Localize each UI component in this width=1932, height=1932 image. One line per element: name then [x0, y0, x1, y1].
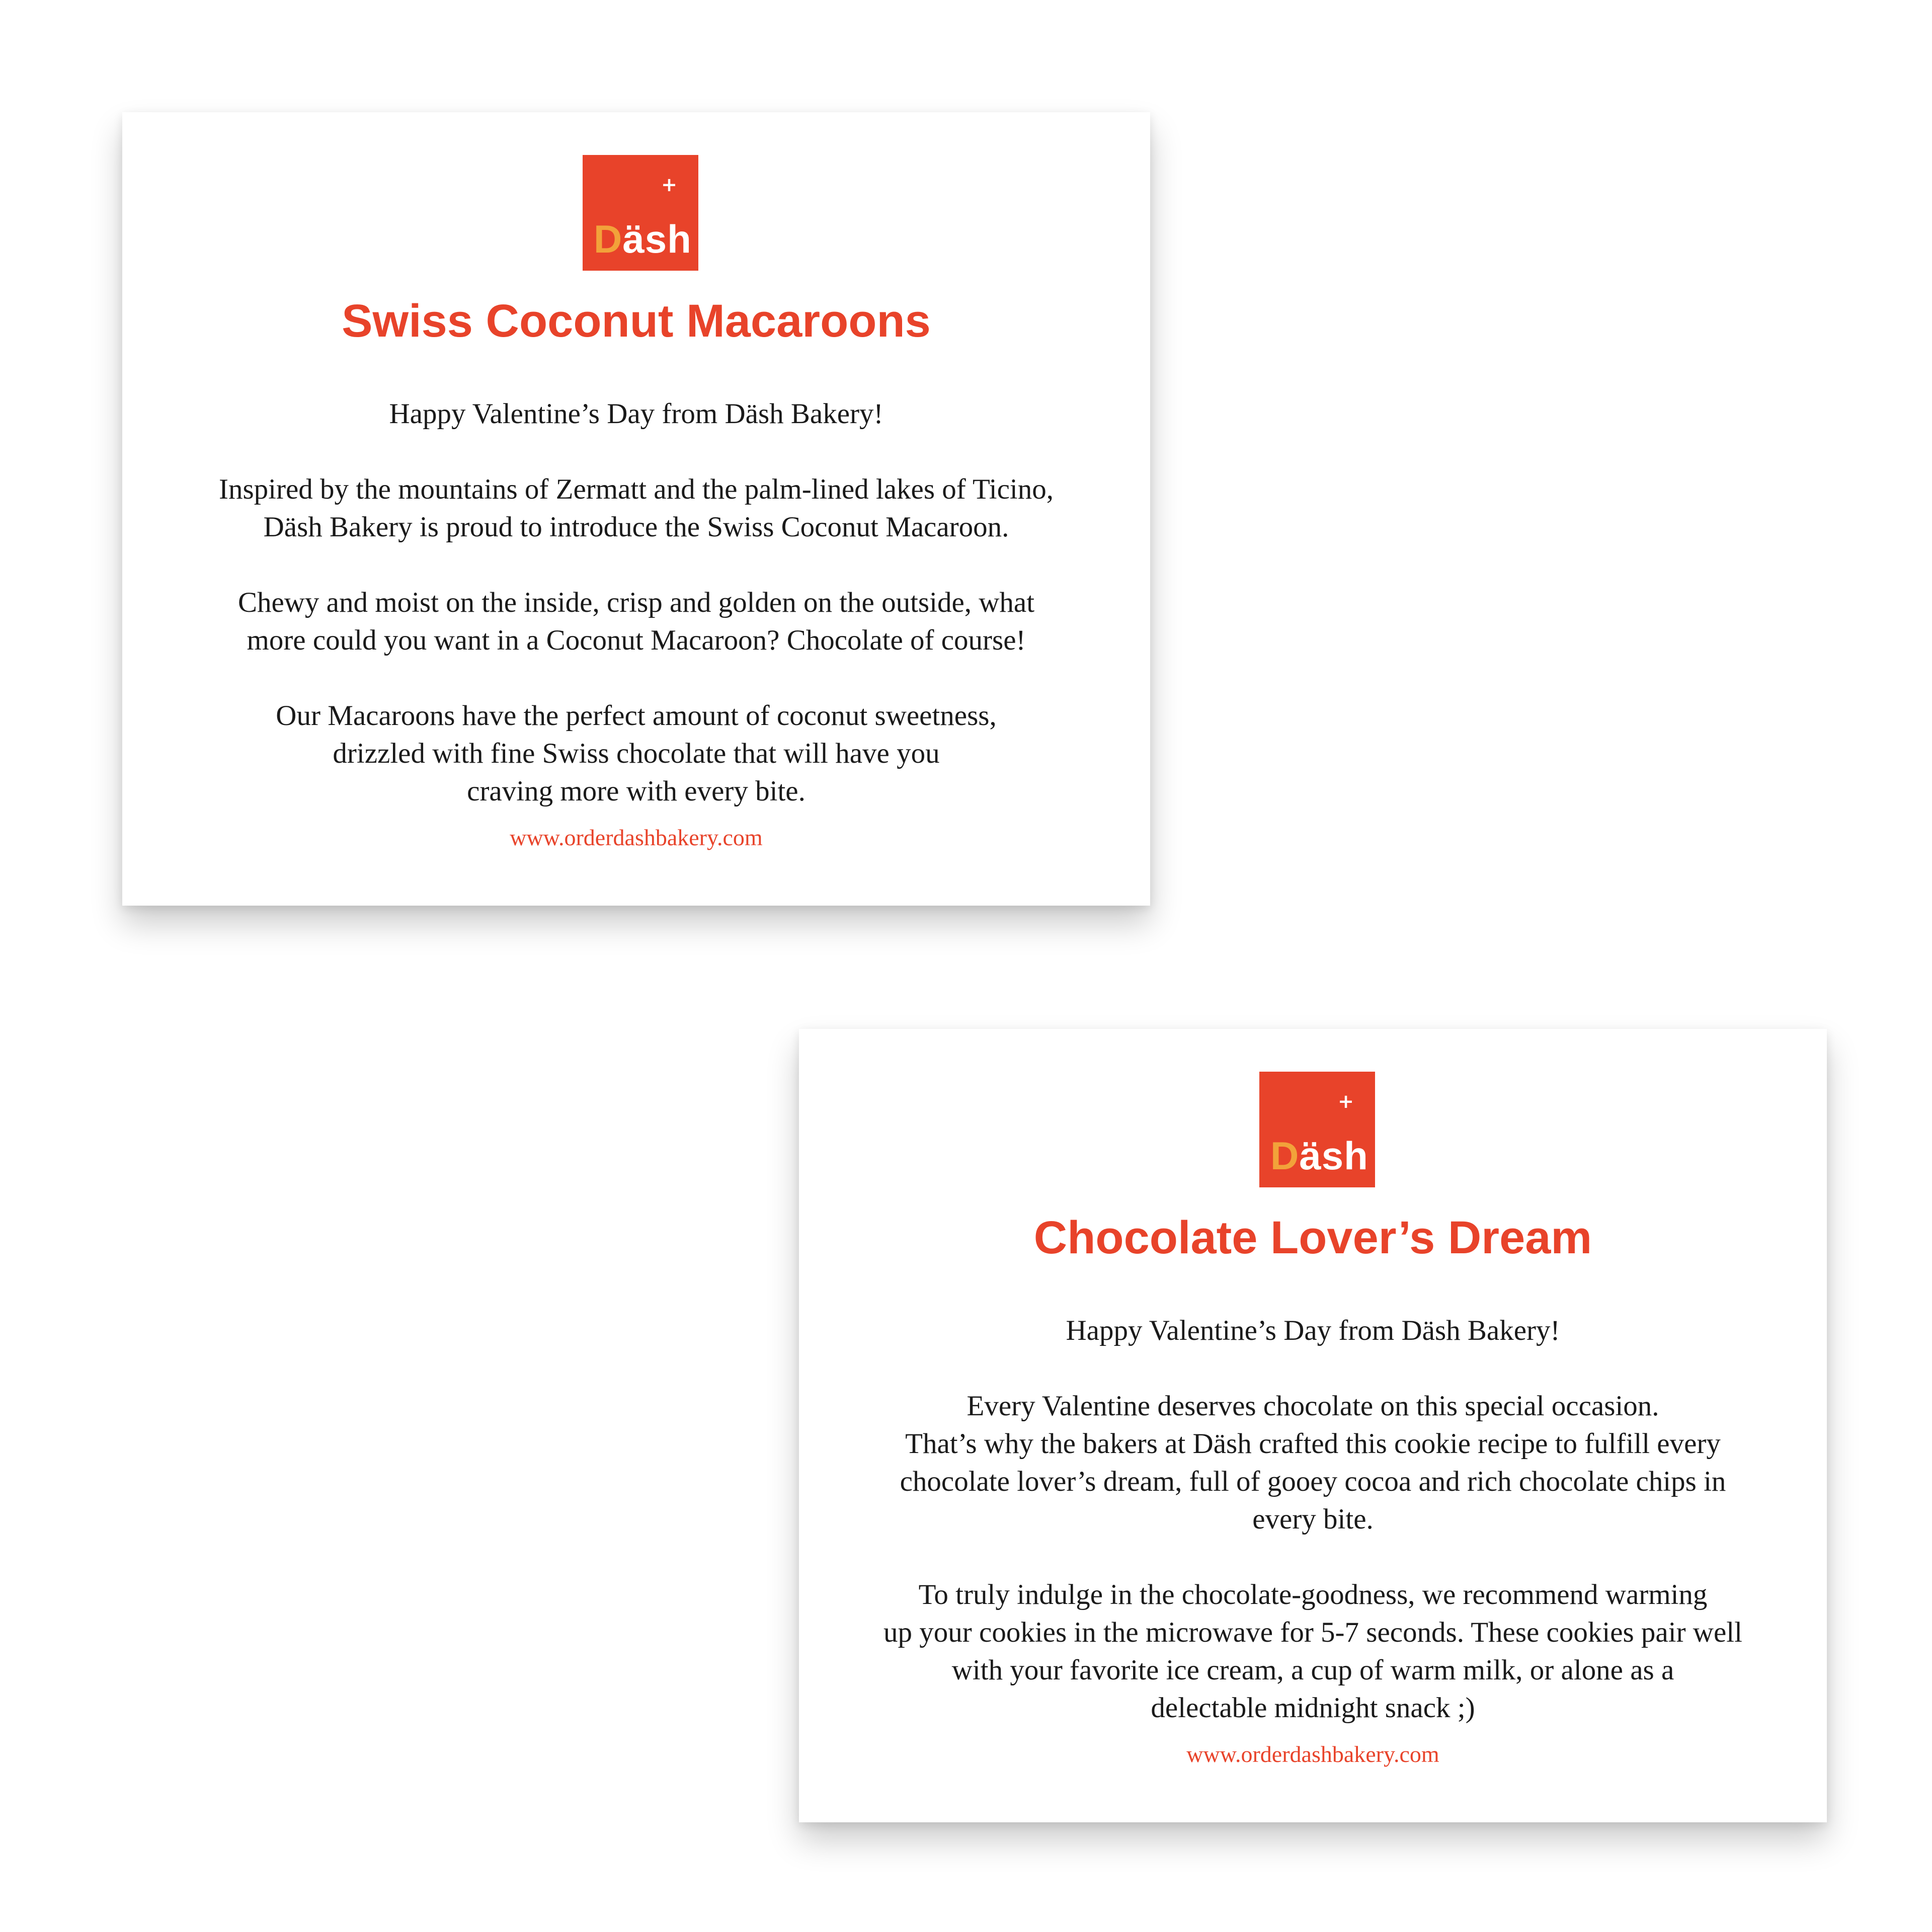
logo-wordmark-rest: äsh — [622, 217, 692, 261]
card-greeting: Happy Valentine’s Day from Däsh Bakery! — [389, 398, 883, 430]
product-card-chocolate-lovers-dream — [799, 1029, 1827, 1822]
card-greeting: Happy Valentine’s Day from Däsh Bakery! — [1066, 1315, 1560, 1346]
logo-wordmark-first-letter: D — [1270, 1134, 1300, 1178]
logo-wordmark — [594, 219, 692, 259]
logo-wordmark-rest: äsh — [1299, 1134, 1369, 1178]
swiss-cross-icon: + — [1338, 1090, 1354, 1112]
card-paragraph: To truly indulge in the chocolate-goodness, we recommend warming up your cookies in the microwave for 5-7 seconds. These cookies pair well with your favorite ice cream, a cup of warm milk, or alone as a delectable midnight snack ;) — [883, 1579, 1742, 1724]
website-link[interactable]: www.orderdashbakery.com — [1186, 1741, 1439, 1767]
logo-wordmark — [1270, 1134, 1369, 1178]
card-title: Swiss Coconut Macaroons — [342, 295, 931, 347]
card-description — [152, 470, 1120, 848]
card-title: Chocolate Lover’s Dream — [1033, 1212, 1592, 1263]
card-paragraph: Inspired by the mountains of Zermatt and the palm-lined lakes of Ticino, Däsh Bakery is proud to introduce the Swiss Coconut Macaroon. — [218, 473, 1054, 543]
website-link[interactable]: www.orderdashbakery.com — [510, 825, 763, 850]
card-description — [829, 1387, 1797, 1764]
swiss-cross-icon: + — [661, 174, 677, 196]
card-paragraph: Every Valentine deserves chocolate on this special occasion. That’s why the bakers at Däsh crafted this cookie recipe to fulfill every chocolate lover’s dream, full of gooey cocoa and rich chocolate chips in every bite. — [900, 1390, 1726, 1535]
dash-logo — [583, 155, 698, 271]
card-paragraph: Chewy and moist on the inside, crisp and golden on the outside, what more could you want in a Coconut Macaroon? Chocolate of course! — [237, 587, 1035, 656]
product-card-coconut-macaroons — [122, 112, 1150, 906]
dash-logo — [1259, 1072, 1375, 1187]
logo-wordmark-first-letter: D — [594, 217, 623, 261]
card-paragraph: Our Macaroons have the perfect amount of coconut sweetness, drizzled with fine Swiss chocolate that will have you craving more with every bite. — [276, 700, 997, 807]
